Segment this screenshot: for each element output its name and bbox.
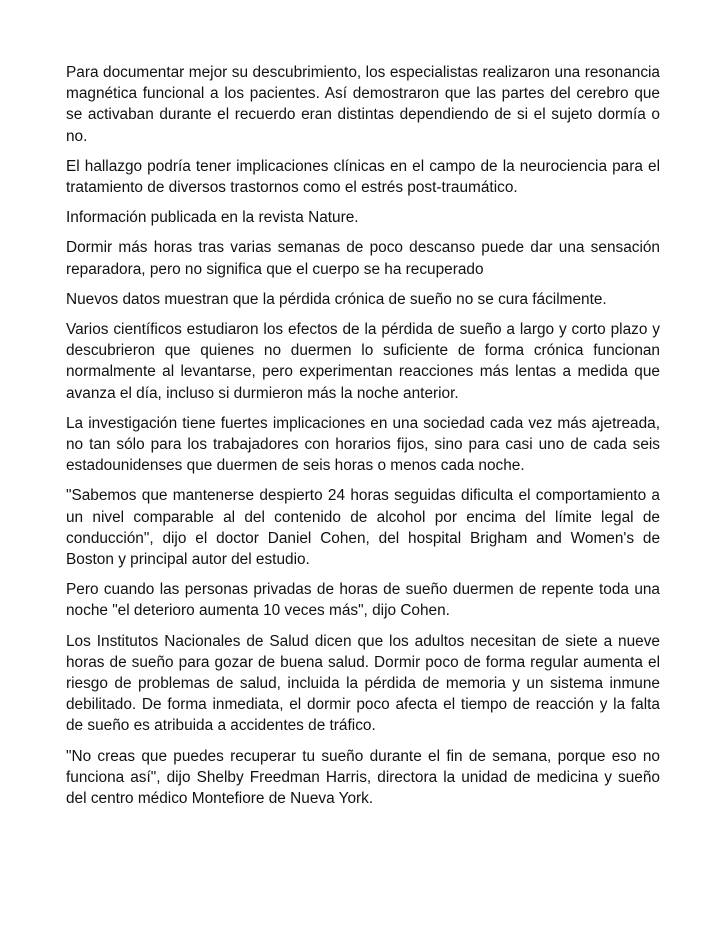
paragraph-investigacion: La investigación tiene fuertes implicaciones en una sociedad cada vez más ajetreada, no tan sólo para los trabajadores con horarios fijos, sino para casi uno de cada seis estadounidenses que duermen de seis horas o menos cada noche. (66, 414, 660, 475)
paragraph-resonancia: Para documentar mejor su descubrimiento, los especialistas realizaron una resonancia magnética funcional a los pacientes. Así demostraron que las partes del cerebro que se activaban durante el recuerdo eran distintas dependiendo de si el sujeto dormía o no. (66, 64, 660, 145)
paragraph-nuevos-datos: Nuevos datos muestran que la pérdida crónica de sueño no se cura fácilmente. (66, 290, 607, 308)
paragraph-fuente-nature: Información publicada en la revista Nature. (66, 209, 359, 227)
paragraph-cita-harris: "No creas que puedes recuperar tu sueño durante el fin de semana, porque eso no funciona así", dijo Shelby Freedman Harris, directora la unidad de medicina y sueño del centro médico Montefiore de Nueva York. (66, 747, 660, 808)
paragraph-cita-cohen: "Sabemos que mantenerse despierto 24 horas seguidas dificulta el comportamiento a un nivel comparable al del contenido de alcohol por encima del límite legal de conducción", dijo el doctor Daniel Cohen, del hospital Brigham and Women's de Boston y principal autor del estudio. (66, 487, 660, 569)
paragraph-hallazgo: El hallazgo podría tener implicaciones clínicas en el campo de la neurociencia para el tratamiento de diversos trastornos como el estrés post-traumático. (66, 157, 660, 197)
paragraph-deterioro: Pero cuando las personas privadas de horas de sueño duermen de repente toda una noche "el deterioro aumenta 10 veces más", dijo Cohen. (66, 581, 660, 620)
paragraph-dormir-mas-horas: Dormir más horas tras varias semanas de poco descanso puede dar una sensación reparadora, pero no significa que el cuerpo se ha recuperado (66, 239, 660, 278)
paragraph-institutos-salud: Los Institutos Nacionales de Salud dicen que los adultos necesitan de siete a nueve horas de sueño para gozar de buena salud. Dormir poco de forma regular aumenta el riesgo de problemas de salud, incluida la pérdida de memoria y un sistema inmune debilitado. De forma inmediata, el dormir poco afecta el tiempo de reacción y la falta de sueño es atribuida a accidentes de tráfico. (66, 632, 660, 735)
paragraph-varios-cientificos: Varios científicos estudiaron los efectos de la pérdida de sueño a largo y corto plazo y descubrieron que quienes no duermen lo suficiente de forma crónica funcionan normalmente al levantarse, pero experimentan reacciones más lentas a medida que avanza el día, incluso si durmieron más la noche anterior. (66, 321, 660, 402)
document-page (66, 62, 660, 818)
